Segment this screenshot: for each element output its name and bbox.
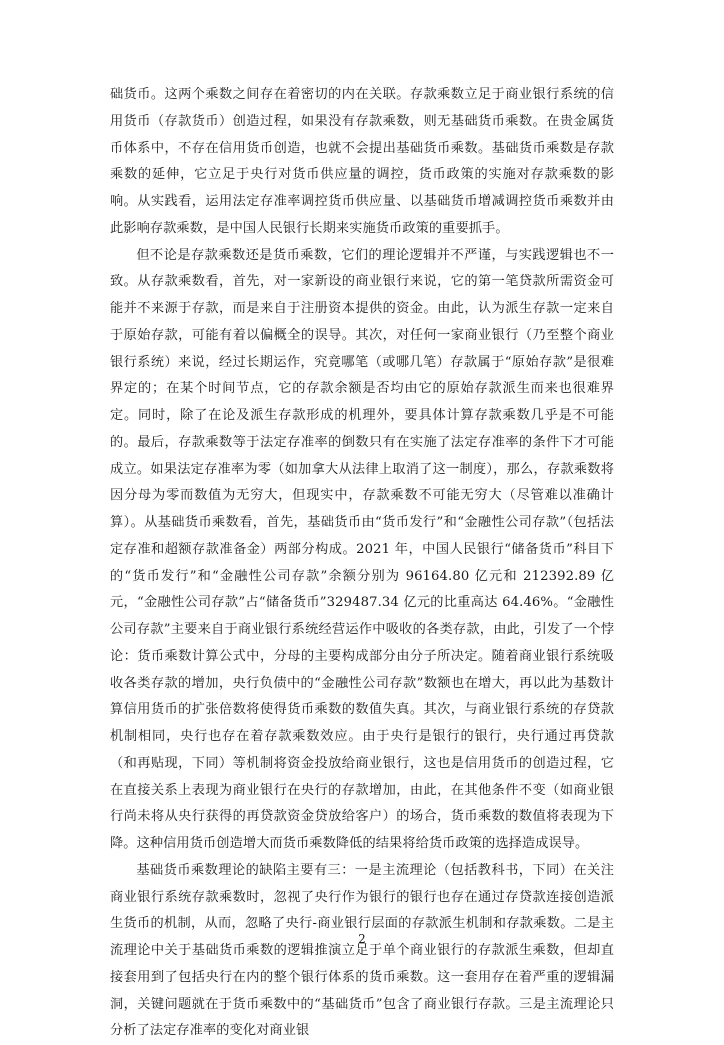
paragraph-continuation: 础货币。这两个乘数之间存在着密切的内在关联。存款乘数立足于商业银行系统的信用货币（存款货币）创造过程，如果没有存款乘数，则无基础货币乘数。在贵金属货币体系中，不存在信用货币创造，也就不会提出基础货币乘数。基础货币乘数是存款乘数的延伸，它立足于央行对货币供应量的调控，货币政策的实施对存款乘数的影响。从实践看，运用法定存准率调控货币供应量、以基础货币增减调控货币乘数并由此影响存款乘数，是中国人民银行长期来实施货币政策的重要抓手。 xyxy=(110,87,614,236)
body-text xyxy=(110,82,614,1045)
paragraph-multiplier-critique: 但不论是存款乘数还是货币乘数，它们的理论逻辑并不严谨，与实践逻辑也不一致。从存款乘数看，首先，对一家新设的商业银行来说，它的第一笔贷款所需资金可能并不来源于存款，而是来自于注册资本提供的资金。由此，认为派生存款一定来自于原始存款，可能有着以偏概全的误导。其次，对任何一家商业银行（乃至整个商业银行系统）来说，经过长期运作，究竟哪笔（或哪几笔）存款属于“原始存款”是很难界定的；在某个时间节点，它的存款余额是否均由它的原始存款派生而来也很难界定。同时，除了在论及派生存款形成的机理外，要具体计算存款乘数几乎是不可能的。最后，存款乘数等于法定存准率的倒数只有在实施了法定存准率的条件下才可能成立。如果法定存准率为零（如加拿大从法律上取消了这一制度），那么，存款乘数将因分母为零而数值为无穷大，但现实中，存款乘数不可能无穷大（尽管难以准确计算）。从基础货币乘数看，首先，基础货币由“货币发行”和“金融性公司存款”（包括法定存准和超额存款准备金）两部分构成。2021 年，中国人民银行“储备货币”科目下的“货币发行”和“金融性公司存款”余额分别为 96164.80 亿元和 212392.89 亿元，“金融性公司存款”占“储备货币”329487.34 亿元的比重高达 64.46%。“金融性公司存款”主要来自于商业银行系统经营运作中吸收的各类存款，由此，引发了一个悖论：货币乘数计算公式中，分母的主要构成部分由分子所决定。随着商业银行系统吸收各类存款的增加，央行负债中的“金融性公司存款”数额也在增大，再以此为基数计算信用货币的扩张倍数将使得货币乘数的数值失真。其次，与商业银行系统的存贷款机制相同，央行也存在着存款乘数效应。由于央行是银行的银行，央行通过再贷款（和再贴现，下同）等机制将资金投放给商业银行，这也是信用货币的创造过程，它在直接关系上表现为商业银行在央行的存款增加，由此，在其他条件不变（如商业银行尚未将从央行获得的再贷款资金贷放给客户）的场合，货币乘数的数值将表现为下降。这种信用货币创造增大而货币乘数降低的结果将给货币政策的选择造成误导。 xyxy=(110,247,614,851)
page-number: 2 xyxy=(358,932,366,946)
paragraph-theory-defects: 基础货币乘数理论的缺陷主要有三：一是主流理论（包括教科书，下同）在关注商业银行系统存款乘数时，忽视了央行作为银行的银行也存在通过存贷款连接创造派生货币的机制，从而，忽略了央行-商业银行层面的存款派生机制和存款乘数。二是主流理论中关于基础货币乘数的逻辑推演立足于单个商业银行的存款派生乘数，但却直接套用到了包括央行在内的整个银行体系的货币乘数。这一套用存在着严重的逻辑漏洞，关键问题就在于货币乘数中的“基础货币”包含了商业银行存款。三是主流理论只分析了法定存准率的变化对商业银 xyxy=(110,862,614,1039)
